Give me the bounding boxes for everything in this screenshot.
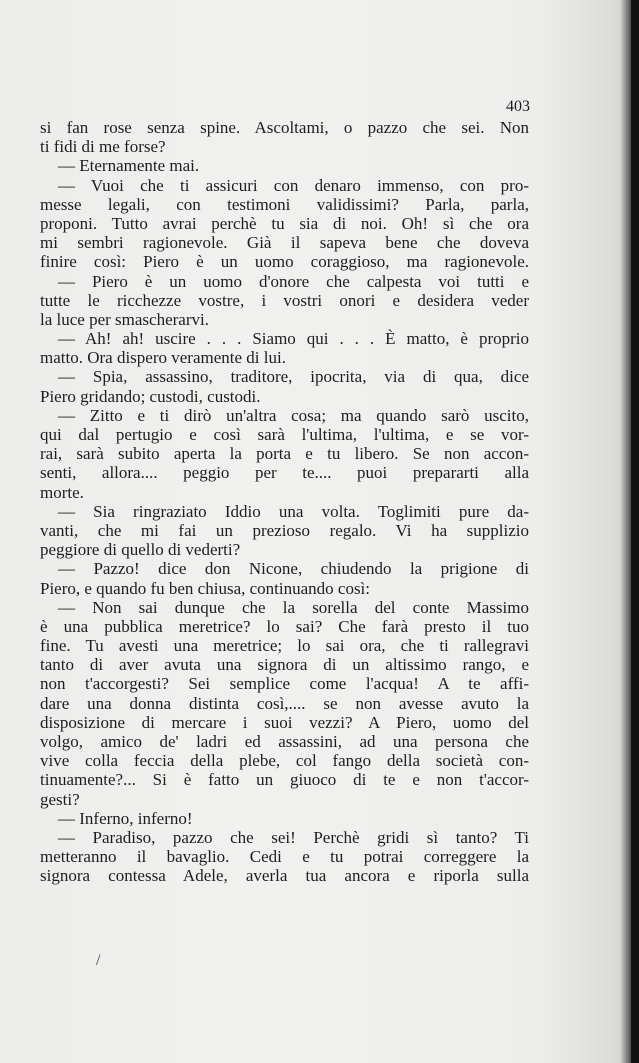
text-line: vive colla feccia della plebe, col fango della società con- bbox=[40, 751, 529, 771]
text-line: qui dal pertugio e così sarà l'ultima, l'ultima, e se vor- bbox=[40, 425, 529, 444]
text-line: — Paradiso, pazzo che sei! Perchè gridi sì tanto? Ti bbox=[58, 827, 529, 847]
text-line: senti, allora.... peggio per te.... puoi prepararti alla bbox=[40, 463, 529, 483]
text-line: ti fidi di me forse? bbox=[40, 137, 166, 157]
text-line: peggiore di quello di vederti? bbox=[40, 540, 241, 560]
text-line: Piero gridando; custodi, custodi. bbox=[40, 386, 261, 406]
text-line: finire così: Piero è un uomo coraggioso, ma ragionevole. bbox=[40, 252, 529, 272]
text-line: rai, sarà subito aperta la porta e tu libero. Se non accon- bbox=[40, 444, 529, 464]
text-line: messe legali, con testimoni validissimi? Parla, parla, bbox=[40, 194, 529, 214]
text-line: tutte le ricchezze vostre, i vostri onori e desidera veder bbox=[40, 290, 529, 310]
text-line: — Piero è un uomo d'onore che calpesta voi tutti e bbox=[58, 271, 529, 291]
text-line: si fan rose senza spine. Ascoltami, o pazzo che sei. Non bbox=[40, 118, 529, 137]
text-line: — Eternamente mai. bbox=[58, 156, 200, 176]
text-line: Piero, e quando fu ben chiusa, continuando così: bbox=[40, 578, 371, 598]
text-line: tanto di aver avuta una signora di un altissimo rango, e bbox=[40, 655, 529, 675]
text-line: matto. Ora dispero veramente di lui. bbox=[40, 348, 286, 368]
text-line: la luce per smascherarvi. bbox=[40, 309, 209, 329]
stray-mark: / bbox=[96, 952, 101, 969]
page-number: 403 bbox=[506, 98, 530, 115]
text-line: — Sia ringraziato Iddio una volta. Toglimiti pure da- bbox=[58, 501, 529, 521]
text-line: proponi. Tutto avrai perchè tu sia di noi. Oh! sì che ora bbox=[40, 213, 529, 233]
text-line: — Ah! ah! uscire . . . Siamo qui . . . È matto, è proprio bbox=[58, 329, 529, 349]
binding-edge bbox=[631, 0, 639, 1063]
body-text bbox=[40, 118, 529, 886]
text-line: fine. Tu avesti una meretrice; lo sai ora, che ti rallegravi bbox=[40, 636, 529, 656]
text-line: non t'accorgesti? Sei semplice come l'acqua! A te affi- bbox=[40, 674, 529, 694]
text-line: — Pazzo! dice don Nicone, chiudendo la prigione di bbox=[58, 559, 529, 579]
text-line: metteranno il bavaglio. Cedi e tu potrai correggere la bbox=[40, 847, 529, 867]
text-line: — Non sai dunque che la sorella del conte Massimo bbox=[58, 597, 529, 617]
text-line: morte. bbox=[40, 482, 84, 502]
text-line: — Spia, assassino, traditore, ipocrita, via di qua, dice bbox=[58, 367, 529, 387]
text-line: dare una donna distinta così,.... se non avesse avuto la bbox=[40, 693, 529, 713]
text-line: disposizione di mercare i suoi vezzi? A Piero, uomo del bbox=[40, 712, 529, 732]
text-line: gesti? bbox=[40, 789, 80, 809]
text-line: signora contessa Adele, averla tua ancora e riporla sulla bbox=[40, 866, 529, 886]
text-line: volgo, amico de' ladri ed assassini, ad una persona che bbox=[40, 732, 529, 751]
text-line: — Inferno, inferno! bbox=[58, 808, 193, 828]
text-line: tinuamente?... Si è fatto un giuoco di te e non t'accor- bbox=[40, 770, 529, 790]
text-line: è una pubblica meretrice? lo sai? Che farà presto il tuo bbox=[40, 616, 529, 636]
text-line: mi sembri ragionevole. Già il sapeva bene che doveva bbox=[40, 233, 529, 253]
text-line: vanti, che mi fai un prezioso regalo. Vi ha supplizio bbox=[40, 520, 529, 540]
text-line: — Vuoi che ti assicuri con denaro immenso, con pro- bbox=[58, 175, 529, 195]
text-line: — Zitto e ti dirò un'altra cosa; ma quando sarò uscito, bbox=[58, 405, 529, 425]
